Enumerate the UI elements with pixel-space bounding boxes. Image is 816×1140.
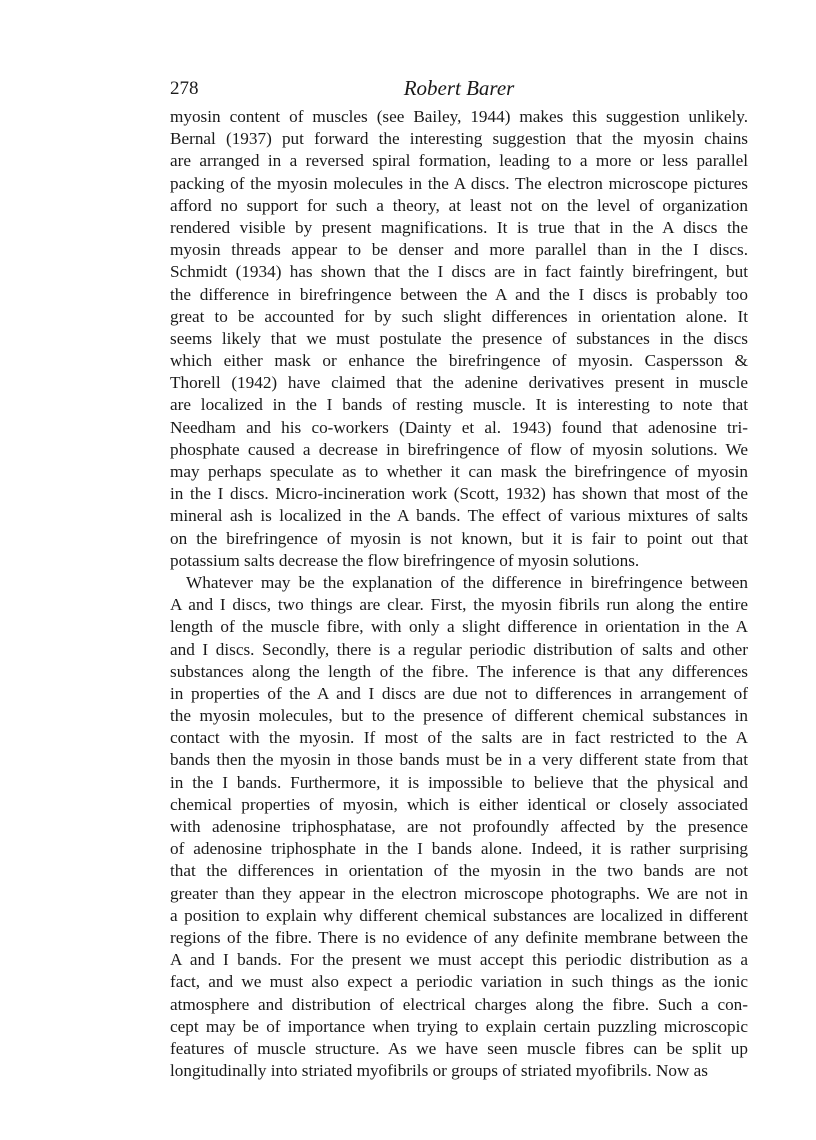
text-line: longitudinally into striated myofibrils or groups of striated myofibrils. Now as [170, 1061, 708, 1081]
text-line: a position to explain why different chemical substances are localized in different [170, 905, 748, 925]
running-head: Robert Barer [403, 76, 515, 100]
text-line: bands then the myosin in those bands must be in a very different state from that [170, 750, 748, 770]
text-line: Bernal (1937) put forward the interesting suggestion that the myosin chains [170, 129, 748, 149]
page-header [170, 76, 748, 106]
text-line: rendered visible by present magnifications. It is true that in the A discs the [170, 217, 748, 237]
text-line: are localized in the I bands of resting muscle. It is interesting to note that [170, 395, 748, 415]
text-line: the myosin molecules, but to the presence of different chemical substances in [170, 706, 748, 726]
text-line: are arranged in a reversed spiral formation, leading to a more or less parallel [170, 151, 748, 171]
paragraph [170, 106, 748, 572]
text-line: features of muscle structure. As we have seen muscle fibres can be split up [170, 1038, 748, 1058]
text-line: which either mask or enhance the birefringence of myosin. Caspersson & [170, 351, 748, 371]
text-line: on the birefringence of myosin is not known, but it is fair to point out that [170, 528, 748, 548]
text-line: that the differences in orientation of the myosin in the two bands are not [170, 861, 748, 881]
text-line: chemical properties of myosin, which is either identical or closely associated [170, 794, 748, 814]
text-line: fact, and we must also expect a periodic variation in such things as the ionic [170, 972, 748, 992]
text-line: of adenosine triphosphate in the I bands alone. Indeed, it is rather surprising [170, 839, 748, 859]
text-line: mineral ash is localized in the A bands. The effect of various mixtures of salts [170, 506, 748, 526]
text-line: packing of the myosin molecules in the A discs. The electron microscope pictures [170, 173, 748, 193]
text-line: the difference in birefringence between the A and the I discs is probably too [170, 284, 748, 304]
body-text [170, 106, 748, 1082]
text-line: in the I bands. Furthermore, it is impossible to believe that the physical and [170, 772, 748, 792]
text-line: Whatever may be the explanation of the difference in birefringence between [186, 572, 748, 592]
text-line: contact with the myosin. If most of the salts are in fact restricted to the A [170, 728, 748, 748]
text-line: great to be accounted for by such slight differences in orientation alone. It [170, 306, 748, 326]
text-line: regions of the fibre. There is no evidence of any definite membrane between the [170, 927, 748, 947]
text-line: may perhaps speculate as to whether it can mask the birefringence of myosin [170, 462, 748, 481]
text-line: cept may be of importance when trying to explain certain puzzling microscopic [170, 1016, 748, 1036]
text-line: substances along the length of the fibre. The inference is that any differences [170, 661, 748, 681]
text-line: A and I discs, two things are clear. First, the myosin fibrils run along the entire [170, 595, 748, 615]
text-line: Thorell (1942) have claimed that the adenine derivatives present in muscle [170, 373, 748, 393]
text-line: greater than they appear in the electron microscope photographs. We are not in [170, 883, 748, 903]
text-line: myosin threads appear to be denser and more parallel than in the I discs. [170, 240, 748, 260]
paragraph [170, 572, 748, 1082]
text-line: myosin content of muscles (see Bailey, 1944) makes this suggestion unlikely. [170, 107, 748, 126]
text-line: phosphate caused a decrease in birefringence of flow of myosin solutions. We [170, 439, 748, 459]
text-line: afford no support for such a theory, at least not on the level of organization [170, 195, 748, 215]
text-line: A and I bands. For the present we must accept this periodic distribution as a [170, 950, 748, 970]
text-line: with adenosine triphosphatase, are not profoundly affected by the presence [170, 817, 748, 836]
text-line: seems likely that we must postulate the presence of substances in the discs [170, 328, 748, 348]
text-line: in properties of the A and I discs are due not to differences in arrangement of [170, 683, 748, 703]
text-line: in the I discs. Micro-incineration work (Scott, 1932) has shown that most of the [170, 484, 748, 504]
text-line: and I discs. Secondly, there is a regular periodic distribution of salts and other [170, 639, 748, 659]
text-line: Schmidt (1934) has shown that the I discs are in fact faintly birefringent, but [170, 262, 748, 282]
page-number: 278 [170, 78, 199, 99]
text-line: potassium salts decrease the flow birefringence of myosin solutions. [170, 550, 640, 570]
text-line: Needham and his co-workers (Dainty et al. 1943) found that adenosine tri- [170, 417, 748, 437]
text-line: atmosphere and distribution of electrical charges along the fibre. Such a con- [170, 994, 748, 1014]
text-line: length of the muscle fibre, with only a slight difference in orientation in the A [170, 617, 748, 637]
